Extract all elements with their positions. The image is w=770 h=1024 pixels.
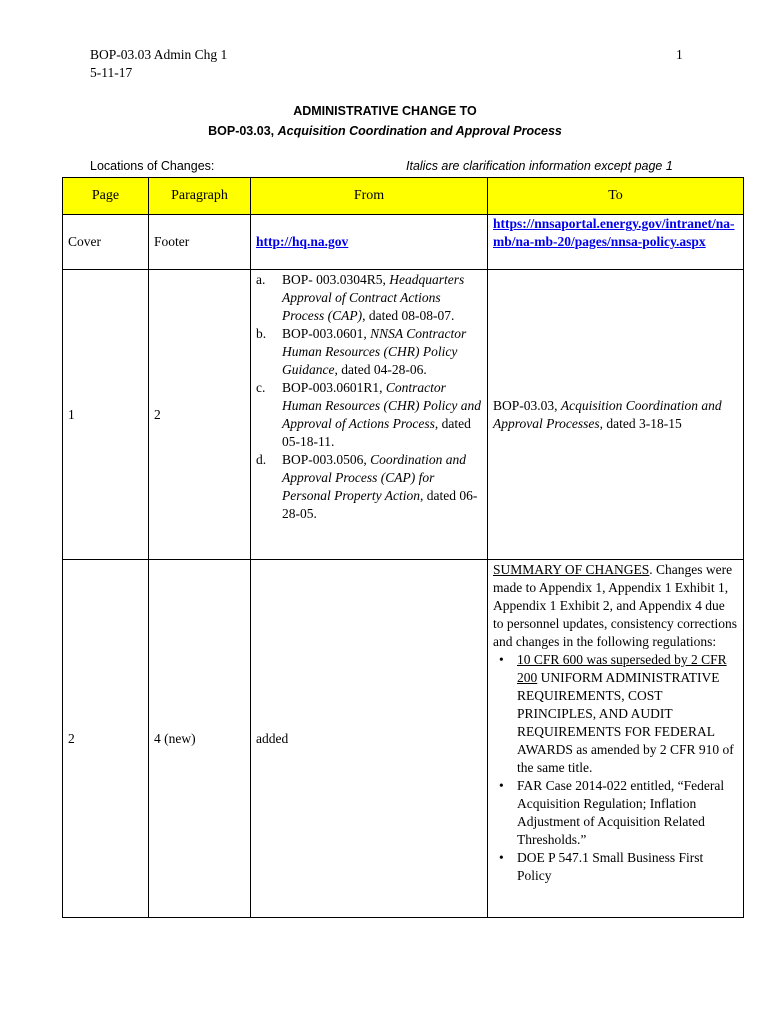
- cell-page: 1: [63, 270, 149, 560]
- document-id: BOP-03.03 Admin Chg 1: [90, 47, 228, 62]
- cell-from: [251, 215, 488, 270]
- cell-to: [488, 560, 744, 918]
- cell-paragraph: Footer: [149, 215, 251, 270]
- list-item: b. BOP-003.0601, NNSA Contractor Human Resources (CHR) Policy Guidance, dated 04-28-06.: [256, 326, 467, 377]
- title-code: BOP-03.03,: [208, 124, 278, 138]
- header-paragraph: Paragraph: [149, 178, 251, 215]
- cell-to: BOP-03.03, Acquisition Coordination and Approval Processes, dated 3-18-15: [488, 270, 744, 560]
- list-item: c. BOP-003.0601R1, Contractor Human Resources (CHR) Policy and Approval of Actions Process, dated 05-18-11.: [256, 380, 481, 449]
- page-title: [0, 101, 770, 141]
- table-row: [63, 560, 744, 918]
- header-page: Page: [63, 178, 149, 215]
- list-item: • DOE P 547.1 Small Business First Policy: [499, 850, 704, 883]
- list-item: d. BOP-003.0506, Coordination and Approval Process (CAP) for Personal Property Action, dated 06-28-05.: [256, 452, 478, 521]
- list-item: • FAR Case 2014-022 entitled, “Federal Acquisition Regulation; Inflation Adjustment of Acquisition Related Thresholds.”: [499, 778, 725, 847]
- table-row: [63, 270, 744, 560]
- to-link[interactable]: https://nnsaportal.energy.gov/intranet/na-mb/na-mb-20/pages/nnsa-policy.aspx: [493, 216, 735, 249]
- cell-paragraph: 4 (new): [149, 560, 251, 918]
- cell-page: Cover: [63, 215, 149, 270]
- title-line-1: ADMINISTRATIVE CHANGE TO: [293, 104, 477, 118]
- changes-table: [62, 177, 744, 918]
- summary-paragraph: SUMMARY OF CHANGES. Changes were made to Appendix 1, Appendix 1 Exhibit 1, Appendix 1 Exhibit 2, and Appendix 4 due to personnel updates, consistency corrections and changes in the following regulations:: [493, 562, 738, 649]
- table-row: [63, 215, 744, 270]
- title-line-2: [0, 121, 770, 141]
- list-item: a. BOP- 003.0304R5, Headquarters Approval of Contract Actions Process (CAP), dated 08-08-07.: [256, 272, 465, 323]
- locations-label: Locations of Changes:: [90, 159, 215, 173]
- regulation-list: [493, 651, 738, 885]
- document-header: [90, 46, 227, 82]
- header-to: To: [488, 178, 744, 215]
- document-date: 5-11-17: [90, 65, 133, 80]
- cell-page: 2: [63, 560, 149, 918]
- summary-label: SUMMARY OF CHANGES: [493, 562, 650, 577]
- header-from: From: [251, 178, 488, 215]
- table-header-row: [63, 178, 744, 215]
- title-italic: Acquisition Coordination and Approval Process: [277, 124, 562, 138]
- cell-from: added: [251, 560, 488, 918]
- cell-from: [251, 270, 488, 560]
- page-number: 1: [676, 47, 683, 62]
- italics-note: Italics are clarification information except page 1: [406, 159, 673, 173]
- cell-paragraph: 2: [149, 270, 251, 560]
- superseded-list: [256, 271, 482, 523]
- from-link[interactable]: http://hq.na.gov: [256, 234, 349, 249]
- list-item: • 10 CFR 600 was superseded by 2 CFR 200 UNIFORM ADMINISTRATIVE REQUIREMENTS, COST PRINCIPLES, AND AUDIT REQUIREMENTS FOR FEDERAL AWARDS as amended by 2 CFR 910 of the same title.: [499, 652, 734, 775]
- cell-to: [488, 215, 744, 270]
